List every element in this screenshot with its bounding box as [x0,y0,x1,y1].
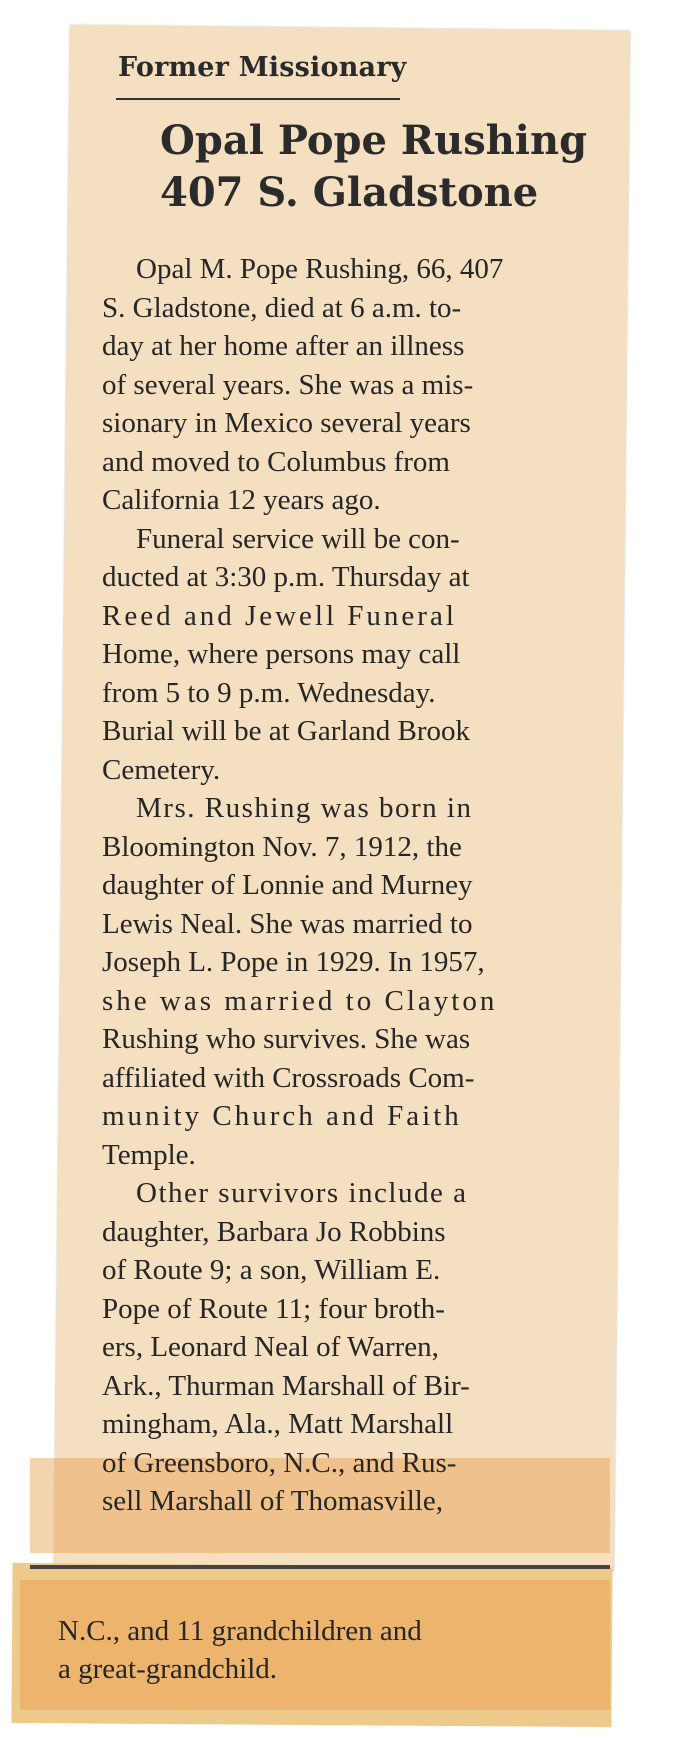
body-line: sell Marshall of Thomasville, [102,1485,443,1517]
body-line: of Route 9; a son, William E. [102,1254,441,1286]
body-line: Lewis Neal. She was married to [102,907,473,940]
body-line: of several years. She was a mis- [102,368,474,401]
body-line: Opal M. Pope Rushing, 66, 407 [136,253,504,285]
headline-name: Opal Pope Rushing [160,117,588,164]
body-line: affiliated with Crossroads Com- [102,1061,475,1094]
body-line: of Greensboro, N.C., and Rus- [102,1446,457,1479]
body-line: daughter, Barbara Jo Robbins [102,1215,446,1248]
body-line: Other survivors include a [136,1177,468,1209]
kicker-underline [116,98,400,100]
body-line: Home, where persons may call [102,638,461,670]
body-line: Rushing who survives. She was [102,1023,471,1055]
body-line: Temple. [102,1138,196,1171]
body-line: California 12 years ago. [102,484,381,516]
body-line: Ark., Thurman Marshall of Bir- [102,1369,470,1402]
obituary-continuation [58,1612,598,1688]
body-line: from 5 to 9 p.m. Wednesday. [102,676,436,709]
obituary-body [102,250,604,1521]
body-line: ducted at 3:30 p.m. Thursday at [102,561,470,593]
kicker-heading: Former Missionary [118,52,407,83]
continuation-line: N.C., and 11 grandchildren and [58,1615,422,1647]
body-line: ers, Leonard Neal of Warren, [102,1331,439,1363]
body-line: daughter of Lonnie and Murney [102,869,473,901]
tape-edge-rule [30,1565,610,1569]
body-line: mingham, Ala., Matt Marshall [102,1408,454,1440]
body-line: and moved to Columbus from [102,445,450,478]
obituary-headline [160,115,590,219]
body-line: Bloomington Nov. 7, 1912, the [102,830,462,863]
body-line: she was married to Clayton [102,984,498,1017]
body-line: Joseph L. Pope in 1929. In 1957, [102,946,485,978]
body-line: Burial will be at Garland Brook [102,715,471,747]
body-line: Reed and Jewell Funeral [102,599,457,632]
body-line: Cemetery. [102,753,221,786]
body-line: S. Gladstone, died at 6 a.m. to- [102,291,462,324]
body-line: Pope of Route 11; four broth- [102,1292,445,1325]
continuation-line: a great-grandchild. [58,1653,278,1685]
body-line: day at her home after an illness [102,330,465,362]
headline-address: 407 S. Gladstone [160,169,539,216]
body-line: munity Church and Faith [102,1100,462,1132]
body-line: Mrs. Rushing was born in [136,792,473,824]
body-line: sionary in Mexico several years [102,407,471,439]
body-line: Funeral service will be con- [136,522,460,555]
